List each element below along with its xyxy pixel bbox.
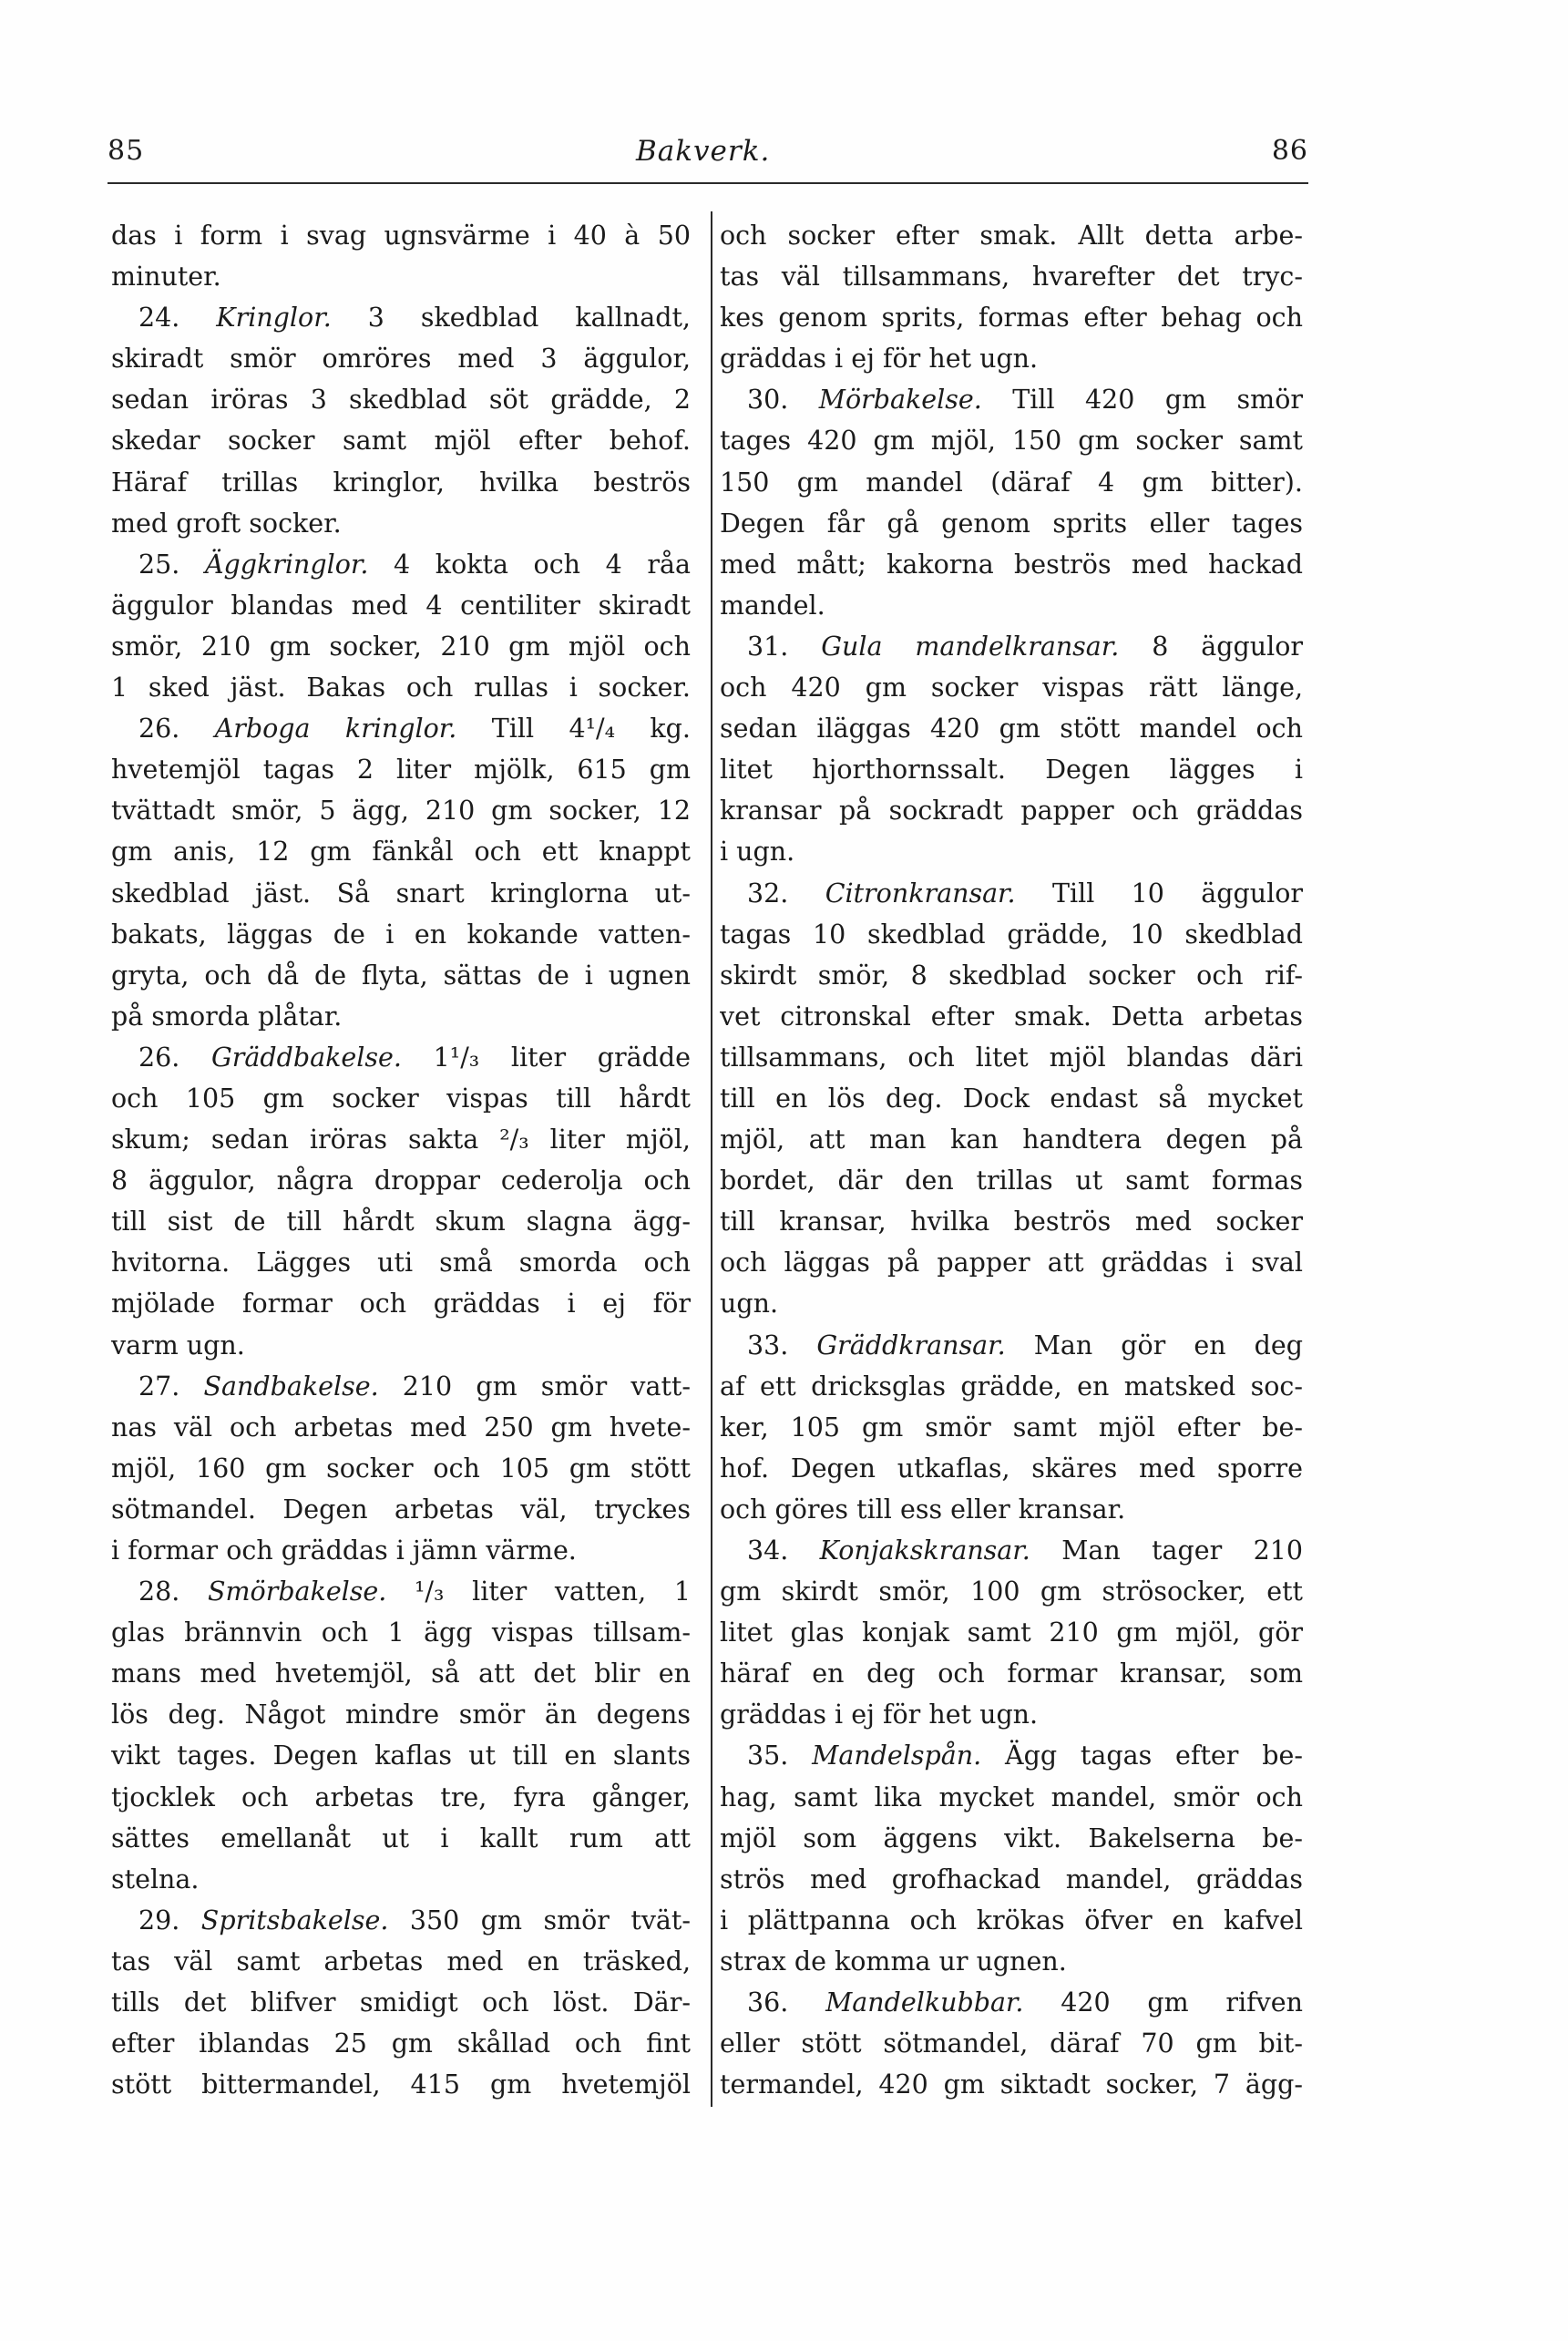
recipe-number: 34. bbox=[747, 1535, 820, 1566]
text-line: hvetemjöl tagas 2 liter mjölk, 615 gm bbox=[111, 755, 691, 785]
text-line: med mått; kakorna beströs med hackad bbox=[720, 549, 1303, 580]
text-line: glas brännvin och 1 ägg vispas tillsam- bbox=[111, 1617, 691, 1648]
text-line: till en lös deg. Dock endast så mycket bbox=[720, 1083, 1303, 1114]
recipe-heading-line bbox=[720, 626, 1303, 667]
text-line: gm skirdt smör, 100 gm strösocker, ett bbox=[720, 1576, 1303, 1607]
text-line: mjöl som äggens vikt. Bakelserna be- bbox=[720, 1822, 1303, 1853]
text-line: smör, 210 gm socker, 210 gm mjöl och bbox=[111, 631, 691, 662]
recipe-number: 30. bbox=[747, 385, 819, 416]
text-line: af ett dricksglas grädde, en matsked soc- bbox=[720, 1371, 1303, 1402]
text-line: vikt tages. Degen kaflas ut till en slants bbox=[111, 1740, 691, 1771]
text-line: skirdt smör, 8 skedblad socker och rif- bbox=[720, 960, 1303, 991]
recipe-text: 210 gm smör vatt- bbox=[378, 1371, 691, 1402]
recipe-title: Mandelspån. bbox=[812, 1740, 982, 1771]
recipe-heading-line bbox=[111, 1037, 691, 1078]
recipe-heading-line bbox=[111, 1366, 691, 1407]
text-line: termandel, 420 gm siktadt socker, 7 ägg- bbox=[720, 2069, 1303, 2100]
recipe-number: 32. bbox=[747, 878, 825, 909]
text-line: gm anis, 12 gm fänkål och ett knappt bbox=[111, 837, 691, 868]
recipe-heading-line bbox=[720, 1530, 1303, 1571]
text-line: hof. Degen utkaflas, skäres med sporre bbox=[720, 1453, 1303, 1484]
recipe-title: Konjakskransar. bbox=[819, 1535, 1030, 1566]
recipe-number: 26. bbox=[138, 1042, 212, 1073]
text-line: stelna. bbox=[111, 1864, 200, 1894]
text-line: litet hjorthornssalt. Degen lägges i bbox=[720, 755, 1303, 785]
text-line: mans med hvetemjöl, så att det blir en bbox=[111, 1658, 691, 1689]
recipe-title: Mörbakelse. bbox=[818, 385, 982, 416]
recipe-text: 8 äggulor bbox=[1119, 631, 1303, 662]
text-line: sedan iläggas 420 gm stött mandel och bbox=[720, 714, 1303, 744]
text-line: varm ugn. bbox=[111, 1330, 245, 1360]
page-number-right: 86 bbox=[1271, 135, 1308, 167]
recipe-text: 4 kokta och 4 råa bbox=[368, 549, 691, 580]
recipe-number: 28. bbox=[138, 1576, 208, 1607]
text-line: eller stött sötmandel, däraf 70 gm bit- bbox=[720, 2028, 1303, 2059]
recipe-title: Smörbakelse. bbox=[207, 1576, 387, 1607]
recipe-text: Till 420 gm smör bbox=[981, 385, 1303, 416]
recipe-text: Ägg tagas efter be- bbox=[981, 1740, 1303, 1771]
recipe-text: Man gör en deg bbox=[1005, 1330, 1303, 1360]
text-line: ugn. bbox=[720, 1289, 779, 1319]
text-line: Häraf trillas kringlor, hvilka beströs bbox=[111, 467, 691, 498]
text-line: mjöl, 160 gm socker och 105 gm stött bbox=[111, 1453, 691, 1484]
text-line: tages 420 gm mjöl, 150 gm socker samt bbox=[720, 426, 1303, 457]
text-line: i ugn. bbox=[720, 837, 795, 868]
recipe-title: Citronkransar. bbox=[825, 878, 1016, 909]
text-line: till sist de till hårdt skum slagna ägg- bbox=[111, 1206, 691, 1237]
text-line: tas väl samt arbetas med en träsked, bbox=[111, 1946, 691, 1977]
page-number-left: 85 bbox=[108, 135, 145, 167]
recipe-text: 1¹/₃ liter grädde bbox=[401, 1042, 691, 1073]
recipe-title: Sandbakelse. bbox=[203, 1371, 379, 1402]
recipe-title: Kringlor. bbox=[216, 303, 332, 334]
recipe-heading-line bbox=[111, 544, 691, 585]
text-line: tjocklek och arbetas tre, fyra gånger, bbox=[111, 1781, 691, 1812]
text-line: skum; sedan iröras sakta ²/₃ liter mjöl, bbox=[111, 1124, 691, 1155]
recipe-heading-line bbox=[111, 1900, 691, 1941]
recipe-text: 420 gm rifven bbox=[1023, 1987, 1303, 2018]
recipe-heading-line bbox=[111, 1571, 691, 1612]
recipe-heading-line bbox=[720, 379, 1303, 420]
recipe-title: Mandelkubbar. bbox=[825, 1987, 1024, 2018]
text-line: i formar och gräddas i jämn värme. bbox=[111, 1535, 577, 1566]
text-line: nas väl och arbetas med 250 gm hvete- bbox=[111, 1412, 691, 1443]
recipe-text: Till 10 äggulor bbox=[1015, 878, 1303, 909]
recipe-heading-line bbox=[720, 1735, 1303, 1776]
recipe-number: 31. bbox=[747, 631, 822, 662]
text-line: vet citronskal efter smak. Detta arbetas bbox=[720, 1001, 1303, 1032]
recipe-title: Gräddkransar. bbox=[816, 1330, 1006, 1360]
text-line: tillsammans, och litet mjöl blandas däri bbox=[720, 1042, 1303, 1073]
text-line: das i form i svag ugnsvärme i 40 à 50 bbox=[111, 221, 691, 251]
right-column bbox=[720, 215, 1303, 2105]
text-line: strös med grofhackad mandel, gräddas bbox=[720, 1864, 1303, 1894]
text-line: med groft socker. bbox=[111, 508, 342, 539]
text-line: 1 sked jäst. Bakas och rullas i socker. bbox=[111, 673, 691, 703]
text-line: och socker efter smak. Allt detta arbe- bbox=[720, 221, 1303, 251]
text-line: gryta, och då de flyta, sättas de i ugnen bbox=[111, 960, 691, 991]
text-line: tas väl tillsammans, hvarefter det tryc- bbox=[720, 262, 1303, 293]
text-line: och läggas på papper att gräddas i sval bbox=[720, 1248, 1303, 1278]
recipe-number: 25. bbox=[138, 549, 205, 580]
text-line: i plättpanna och krökas öfver en kafvel bbox=[720, 1905, 1303, 1935]
text-line: tagas 10 skedblad grädde, 10 skedblad bbox=[720, 919, 1303, 950]
text-line: minuter. bbox=[111, 262, 221, 293]
recipe-number: 26. bbox=[138, 714, 215, 744]
recipe-text: ¹/₃ liter vatten, 1 bbox=[386, 1576, 691, 1607]
text-line: ker, 105 gm smör samt mjöl efter be- bbox=[720, 1412, 1303, 1443]
recipe-title: Äggkringlor. bbox=[204, 549, 369, 580]
recipe-number: 29. bbox=[138, 1905, 201, 1935]
text-line: till kransar, hvilka beströs med socker bbox=[720, 1206, 1303, 1237]
text-line: efter iblandas 25 gm skållad och fint bbox=[111, 2028, 691, 2059]
text-line: lös deg. Något mindre smör än degens bbox=[111, 1699, 691, 1730]
recipe-number: 35. bbox=[747, 1740, 813, 1771]
text-line: sättes emellanåt ut i kallt rum att bbox=[111, 1822, 691, 1853]
recipe-title: Spritsbakelse. bbox=[200, 1905, 389, 1935]
column-divider bbox=[711, 211, 712, 2107]
text-line: hag, samt lika mycket mandel, smör och bbox=[720, 1781, 1303, 1812]
recipe-number: 24. bbox=[138, 303, 217, 334]
text-line: mjöl, att man kan handtera degen på bbox=[720, 1124, 1303, 1155]
running-head: Bakverk. bbox=[636, 135, 771, 168]
recipe-heading-line bbox=[111, 297, 691, 338]
recipe-number: 36. bbox=[747, 1987, 826, 2018]
recipe-text: Till 4¹/₄ kg. bbox=[456, 714, 691, 744]
text-line: och göres till ess eller kransar. bbox=[720, 1494, 1126, 1525]
left-column bbox=[111, 215, 691, 2105]
text-line: mandel. bbox=[720, 590, 825, 621]
text-line: och 105 gm socker vispas till hårdt bbox=[111, 1083, 691, 1114]
text-line: Degen får gå genom sprits eller tages bbox=[720, 508, 1303, 539]
text-line: bakats, läggas de i en kokande vatten- bbox=[111, 919, 691, 950]
page-header bbox=[108, 135, 1308, 177]
text-line: sedan iröras 3 skedblad söt grädde, 2 bbox=[111, 385, 691, 416]
text-line: tills det blifver smidigt och löst. Där- bbox=[111, 1987, 691, 2018]
text-line: och 420 gm socker vispas rätt länge, bbox=[720, 673, 1303, 703]
text-line: gräddas i ej för het ugn. bbox=[720, 1699, 1039, 1730]
text-line: kes genom sprits, formas efter behag och bbox=[720, 303, 1303, 334]
text-line: hvitorna. Lägges uti små smorda och bbox=[111, 1248, 691, 1278]
text-line: skiradt smör omröres med 3 äggulor, bbox=[111, 344, 691, 375]
text-line: sötmandel. Degen arbetas väl, tryckes bbox=[111, 1494, 691, 1525]
text-line: på smorda plåtar. bbox=[111, 1001, 343, 1032]
recipe-text: Man tager 210 bbox=[1030, 1535, 1303, 1566]
recipe-number: 27. bbox=[138, 1371, 204, 1402]
text-line: häraf en deg och formar kransar, som bbox=[720, 1658, 1303, 1689]
text-line: skedblad jäst. Så snart kringlorna ut- bbox=[111, 878, 691, 909]
recipe-heading-line bbox=[720, 1325, 1303, 1366]
text-line: äggulor blandas med 4 centiliter skiradt bbox=[111, 590, 691, 621]
recipe-heading-line bbox=[720, 873, 1303, 914]
recipe-title: Gula mandelkransar. bbox=[821, 631, 1120, 662]
text-line: tvättadt smör, 5 ägg, 210 gm socker, 12 bbox=[111, 796, 691, 827]
recipe-heading-line bbox=[720, 1982, 1303, 2023]
recipe-title: Arboga kringlor. bbox=[214, 714, 457, 744]
recipe-text: 350 gm smör tvät- bbox=[388, 1905, 691, 1935]
text-line: bordet, där den trillas ut samt formas bbox=[720, 1165, 1303, 1196]
header-rule bbox=[108, 182, 1308, 184]
text-line: strax de komma ur ugnen. bbox=[720, 1946, 1067, 1977]
recipe-title: Gräddbakelse. bbox=[211, 1042, 402, 1073]
text-line: gräddas i ej för het ugn. bbox=[720, 344, 1039, 375]
text-line: stött bittermandel, 415 gm hvetemjöl bbox=[111, 2069, 691, 2100]
text-line: skedar socker samt mjöl efter behof. bbox=[111, 426, 691, 457]
recipe-text: 3 skedblad kallnadt, bbox=[331, 303, 691, 334]
text-line: litet glas konjak samt 210 gm mjöl, gör bbox=[720, 1617, 1303, 1648]
text-line: mjölade formar och gräddas i ej för bbox=[111, 1289, 691, 1319]
recipe-number: 33. bbox=[747, 1330, 817, 1360]
text-line: kransar på sockradt papper och gräddas bbox=[720, 796, 1303, 827]
text-line: 8 äggulor, några droppar cederolja och bbox=[111, 1165, 691, 1196]
text-line: 150 gm mandel (däraf 4 gm bitter). bbox=[720, 467, 1303, 498]
recipe-heading-line bbox=[111, 708, 691, 749]
